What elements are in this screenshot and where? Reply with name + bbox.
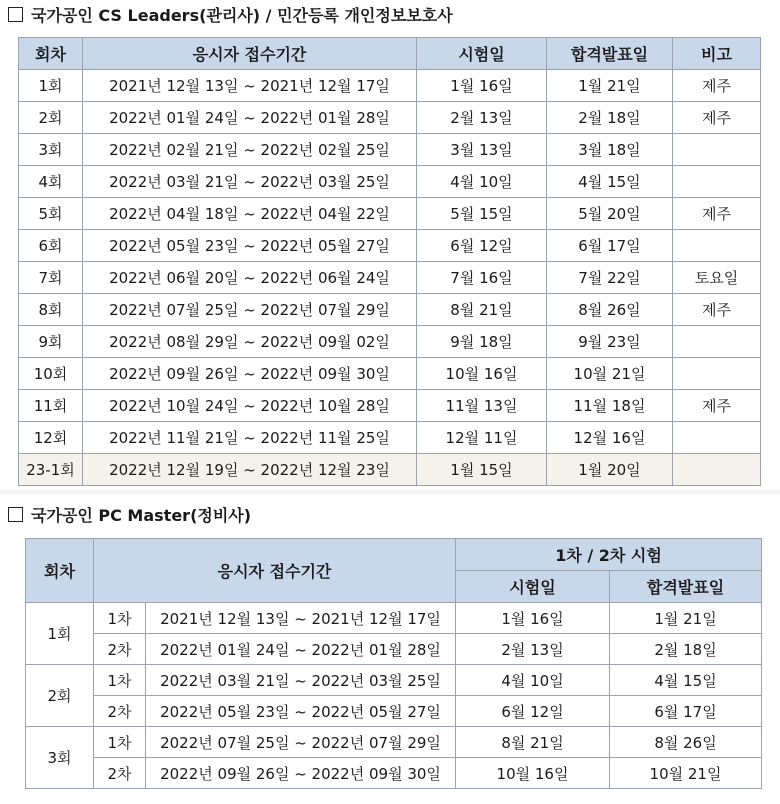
table-row (19, 230, 761, 262)
table-header-row (19, 38, 761, 70)
table-row (19, 358, 761, 390)
cell-application-period: 2022년 06월 20일 ~ 2022년 06월 24일 (83, 262, 417, 294)
cell-application-period: 2022년 09월 26일 ~ 2022년 09월 30일 (83, 358, 417, 390)
cell-stage: 1차 (94, 665, 146, 696)
cell-round: 6회 (19, 230, 83, 262)
cell-note: 제주 (673, 102, 761, 134)
cell-exam-date: 3월 13일 (417, 134, 547, 166)
cell-note (673, 454, 761, 486)
cell-result-date: 8월 26일 (547, 294, 673, 326)
cell-application-period: 2022년 03월 21일 ~ 2022년 03월 25일 (83, 166, 417, 198)
table-row (26, 634, 762, 665)
cell-application-period: 2022년 01월 24일 ~ 2022년 01월 28일 (83, 102, 417, 134)
cell-application-period: 2021년 12월 13일 ~ 2021년 12월 17일 (146, 603, 456, 634)
cell-application-period: 2022년 05월 23일 ~ 2022년 05월 27일 (83, 230, 417, 262)
cell-result-date: 11월 18일 (547, 390, 673, 422)
cell-note: 제주 (673, 294, 761, 326)
table-row (26, 603, 762, 634)
table-header-row (26, 539, 762, 571)
cell-exam-date: 9월 18일 (417, 326, 547, 358)
cell-round: 1회 (26, 603, 94, 665)
cell-result-date: 12월 16일 (547, 422, 673, 454)
header-result-date: 합격발표일 (610, 571, 762, 603)
cell-note: 제주 (673, 390, 761, 422)
table-row (26, 696, 762, 727)
checkbox-square-icon (8, 507, 23, 522)
header-result-date: 합격발표일 (547, 38, 673, 70)
cell-result-date: 5월 20일 (547, 198, 673, 230)
cell-exam-date: 1월 15일 (417, 454, 547, 486)
cell-note (673, 134, 761, 166)
cell-result-date: 1월 20일 (547, 454, 673, 486)
table-row (19, 134, 761, 166)
table-row (26, 727, 762, 758)
cell-note (673, 166, 761, 198)
cell-result-date: 4월 15일 (610, 665, 762, 696)
cell-exam-date: 4월 10일 (417, 166, 547, 198)
section2-title-text: 국가공인 PC Master(정비사) (31, 506, 252, 525)
cell-result-date: 8월 26일 (610, 727, 762, 758)
cell-round: 9회 (19, 326, 83, 358)
header-exam-date: 시험일 (456, 571, 610, 603)
table-row (19, 70, 761, 102)
cell-stage: 2차 (94, 696, 146, 727)
cell-result-date: 1월 21일 (610, 603, 762, 634)
header-round: 회차 (19, 38, 83, 70)
cell-round: 7회 (19, 262, 83, 294)
cell-exam-date: 6월 12일 (417, 230, 547, 262)
section2-title (8, 503, 251, 529)
cell-round: 3회 (19, 134, 83, 166)
cell-exam-date: 7월 16일 (417, 262, 547, 294)
cell-exam-date: 6월 12일 (456, 696, 610, 727)
cell-exam-date: 11월 13일 (417, 390, 547, 422)
section1-title-text: 국가공인 CS Leaders(관리사) / 민간등록 개인정보보호사 (31, 6, 453, 25)
table-row (19, 102, 761, 134)
cell-round: 12회 (19, 422, 83, 454)
table-row (26, 665, 762, 696)
cell-application-period: 2022년 04월 18일 ~ 2022년 04월 22일 (83, 198, 417, 230)
cell-round: 3회 (26, 727, 94, 789)
pc-master-schedule-table (25, 538, 762, 789)
cell-result-date: 3월 18일 (547, 134, 673, 166)
cell-round: 4회 (19, 166, 83, 198)
cell-result-date: 2월 18일 (610, 634, 762, 665)
cell-result-date: 6월 17일 (610, 696, 762, 727)
cell-application-period: 2022년 02월 21일 ~ 2022년 02월 25일 (83, 134, 417, 166)
cell-exam-date: 1월 16일 (417, 70, 547, 102)
cell-application-period: 2022년 01월 24일 ~ 2022년 01월 28일 (146, 634, 456, 665)
header-application-period: 응시자 접수기간 (94, 539, 456, 603)
table-row (19, 262, 761, 294)
cell-note (673, 358, 761, 390)
table-row (19, 454, 761, 486)
cell-result-date: 6월 17일 (547, 230, 673, 262)
cell-stage: 2차 (94, 634, 146, 665)
header-exam-date: 시험일 (417, 38, 547, 70)
cell-application-period: 2022년 11월 21일 ~ 2022년 11월 25일 (83, 422, 417, 454)
cell-note (673, 230, 761, 262)
cell-round: 10회 (19, 358, 83, 390)
table-row (19, 390, 761, 422)
cell-exam-date: 8월 21일 (417, 294, 547, 326)
cell-exam-date: 10월 16일 (456, 758, 610, 789)
table-row (19, 166, 761, 198)
table-row (19, 294, 761, 326)
cell-exam-date: 10월 16일 (417, 358, 547, 390)
cell-note: 제주 (673, 70, 761, 102)
cell-exam-date: 4월 10일 (456, 665, 610, 696)
cell-note: 토요일 (673, 262, 761, 294)
cell-application-period: 2022년 07월 25일 ~ 2022년 07월 29일 (146, 727, 456, 758)
header-application-period: 응시자 접수기간 (83, 38, 417, 70)
table-row (19, 198, 761, 230)
cell-application-period: 2022년 05월 23일 ~ 2022년 05월 27일 (146, 696, 456, 727)
cell-stage: 1차 (94, 727, 146, 758)
cell-stage: 1차 (94, 603, 146, 634)
cell-round: 8회 (19, 294, 83, 326)
cell-application-period: 2022년 03월 21일 ~ 2022년 03월 25일 (146, 665, 456, 696)
cell-round: 23-1회 (19, 454, 83, 486)
checkbox-square-icon (8, 7, 23, 22)
cell-application-period: 2022년 07월 25일 ~ 2022년 07월 29일 (83, 294, 417, 326)
cell-exam-date: 1월 16일 (456, 603, 610, 634)
cell-application-period: 2022년 12월 19일 ~ 2022년 12월 23일 (83, 454, 417, 486)
cell-result-date: 1월 21일 (547, 70, 673, 102)
table-row (19, 326, 761, 358)
table-row (26, 758, 762, 789)
section1-title (8, 3, 453, 29)
cell-application-period: 2022년 08월 29일 ~ 2022년 09월 02일 (83, 326, 417, 358)
cell-exam-date: 2월 13일 (417, 102, 547, 134)
cell-result-date: 4월 15일 (547, 166, 673, 198)
cell-note (673, 422, 761, 454)
cell-round: 2회 (19, 102, 83, 134)
cell-exam-date: 2월 13일 (456, 634, 610, 665)
cell-result-date: 10월 21일 (610, 758, 762, 789)
cell-application-period: 2022년 09월 26일 ~ 2022년 09월 30일 (146, 758, 456, 789)
cell-exam-date: 8월 21일 (456, 727, 610, 758)
cell-stage: 2차 (94, 758, 146, 789)
cell-result-date: 2월 18일 (547, 102, 673, 134)
cell-round: 11회 (19, 390, 83, 422)
cell-note (673, 326, 761, 358)
header-note: 비고 (673, 38, 761, 70)
cell-exam-date: 12월 11일 (417, 422, 547, 454)
section-divider (0, 490, 780, 494)
cell-result-date: 10월 21일 (547, 358, 673, 390)
cell-result-date: 7월 22일 (547, 262, 673, 294)
cell-round: 2회 (26, 665, 94, 727)
cell-exam-date: 5월 15일 (417, 198, 547, 230)
header-exam-group: 1차 / 2차 시험 (456, 539, 762, 571)
cell-application-period: 2022년 10월 24일 ~ 2022년 10월 28일 (83, 390, 417, 422)
cell-round: 1회 (19, 70, 83, 102)
cs-leaders-schedule-table (18, 37, 761, 486)
cell-note: 제주 (673, 198, 761, 230)
header-round: 회차 (26, 539, 94, 603)
cell-application-period: 2021년 12월 13일 ~ 2021년 12월 17일 (83, 70, 417, 102)
table-row (19, 422, 761, 454)
cell-round: 5회 (19, 198, 83, 230)
cell-result-date: 9월 23일 (547, 326, 673, 358)
